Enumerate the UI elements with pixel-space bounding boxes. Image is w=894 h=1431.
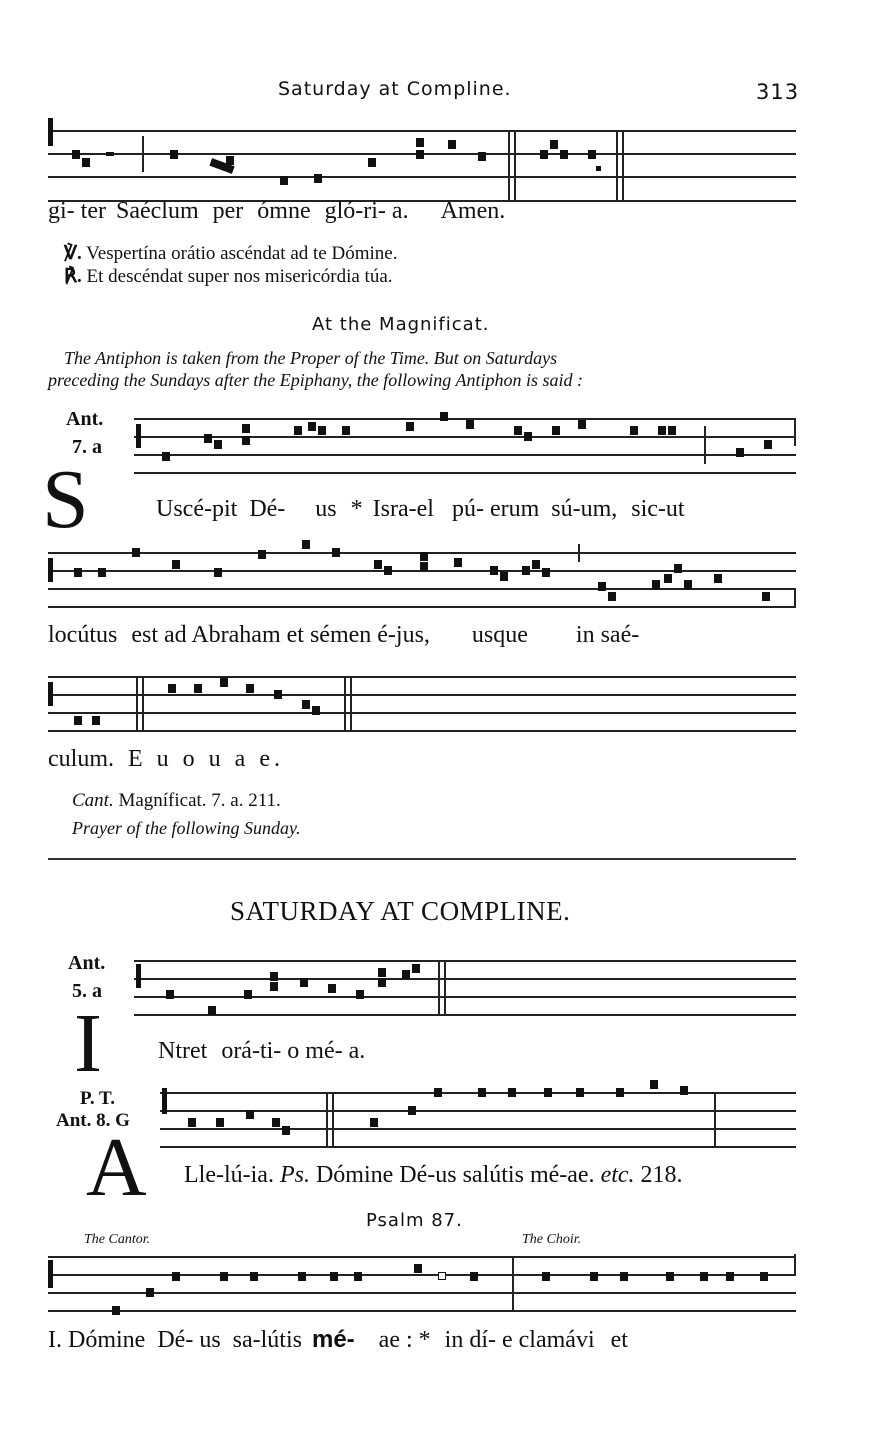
syllable: Lle-lú-ia.	[184, 1162, 274, 1188]
syllable: Dé-	[249, 496, 286, 522]
section-title: SATURDAY AT COMPLINE.	[230, 896, 571, 926]
paschal-time-label: P. T.	[80, 1088, 116, 1109]
syllable: Dé-	[157, 1327, 194, 1353]
response-symbol: ℟.	[64, 266, 82, 287]
staff-3	[0, 552, 894, 612]
syllable: Saéclum	[115, 198, 199, 224]
lyrics-intret	[158, 1038, 365, 1065]
syllable: et	[610, 1327, 628, 1353]
syllable: orá-ti-	[221, 1038, 282, 1064]
syllable: culum.	[48, 746, 114, 772]
syllable: sú-um,	[551, 496, 618, 522]
page-reference: 218.	[640, 1162, 683, 1188]
versicle	[64, 242, 397, 265]
syllable: erum	[489, 496, 540, 522]
verse-number: I.	[48, 1327, 62, 1353]
syllable: et	[286, 622, 304, 648]
psalm-title: Psalm 87.	[366, 1210, 463, 1231]
etc-label: etc.	[600, 1162, 635, 1188]
syllable: a.	[348, 1038, 366, 1064]
syllable: Dómine	[68, 1327, 146, 1353]
syllable: Uscé-pit	[156, 496, 238, 522]
psalm-incipit-end: mé-ae.	[529, 1162, 595, 1188]
page-number: 313	[756, 80, 800, 104]
syllable: Amen.	[440, 198, 506, 224]
versicle-text: Vespertína orátio ascéndat ad te Dómine.	[86, 243, 398, 264]
syllable: locútus	[48, 622, 118, 648]
magnificat-heading: At the Magnificat.	[312, 314, 490, 335]
syllable: *	[350, 496, 363, 522]
magnificat-instructions-2: preceding the Sundays after the Epiphany, the following Antiphon is said :	[48, 370, 583, 390]
syllable: ómne	[257, 198, 311, 224]
syllable: ter	[80, 198, 106, 224]
syllable: mé-	[305, 1038, 343, 1064]
cant-label: Cant.	[72, 790, 114, 811]
syllable: *	[418, 1327, 431, 1353]
syllable: pú-	[451, 496, 484, 522]
syllable: est ad	[131, 622, 187, 648]
section-divider	[48, 858, 796, 860]
prayer-reference: Prayer of the following Sunday.	[72, 818, 301, 838]
lyrics-line-1	[48, 198, 505, 225]
antiphon-mode-label: Ant. 8. G	[56, 1110, 130, 1131]
lyrics-alleluia	[184, 1162, 683, 1189]
syllable: a.	[391, 198, 409, 224]
syllable-accent: mé-	[311, 1326, 355, 1353]
syllable: Abraham	[191, 622, 281, 648]
staff-1	[0, 118, 894, 198]
psalm-label: Ps.	[279, 1162, 310, 1188]
psalm-incipit: Dómine Dé-us salútis	[315, 1162, 524, 1188]
syllable: gi-	[48, 198, 75, 224]
lyrics-psalm	[48, 1326, 628, 1354]
choir-label: The Choir.	[522, 1232, 582, 1247]
syllable: sémen	[309, 622, 372, 648]
magnificat-instructions-1: The Antiphon is taken from the Proper of the Time. But on Saturdays	[64, 348, 558, 368]
lyrics-line-suscepit-2	[48, 622, 639, 649]
lyrics-line-suscepit-3	[48, 746, 284, 773]
canticle-reference	[72, 790, 281, 812]
versicle-symbol: ℣.	[64, 243, 82, 264]
syllable: sa-lútis	[232, 1327, 302, 1353]
cant-text: Magníficat. 7. a. 211.	[118, 790, 281, 811]
response	[64, 265, 393, 288]
antiphon-label: Ant.	[68, 952, 106, 974]
mode-label: 7. a	[72, 436, 102, 458]
cantor-label: The Cantor.	[84, 1232, 151, 1247]
antiphon-label: Ant.	[66, 408, 104, 430]
response-text: Et descéndat super nos misericórdia túa.	[86, 266, 393, 287]
syllable: sic-ut	[631, 496, 685, 522]
syllable: gló-ri-	[324, 198, 386, 224]
syllable: saé-	[600, 622, 640, 648]
staff-5	[0, 960, 894, 1020]
syllable: e	[502, 1327, 513, 1353]
initial-letter-a: A	[86, 1121, 147, 1214]
staff-6	[0, 1092, 894, 1152]
mode-label: 5. a	[72, 980, 102, 1002]
syllable: in	[444, 1327, 464, 1353]
syllable: in	[575, 622, 595, 648]
syllable: o	[287, 1038, 300, 1064]
syllable: Ntret	[158, 1038, 208, 1064]
syllable: us	[315, 496, 337, 522]
syllable: usque	[471, 622, 528, 648]
lyrics-line-suscepit-1	[156, 496, 685, 523]
syllable: dí-	[469, 1327, 496, 1353]
staff-7	[0, 1256, 894, 1316]
staff-4	[0, 676, 894, 736]
initial-letter-i: I	[74, 997, 102, 1090]
euouae: E u o u a e.	[128, 746, 284, 772]
running-header-title: Saturday at Compline.	[278, 78, 512, 100]
syllable: us	[199, 1327, 221, 1353]
syllable: per	[212, 198, 244, 224]
syllable: clamávi	[518, 1327, 595, 1353]
initial-letter-s: S	[42, 453, 89, 546]
staff-2	[0, 418, 894, 478]
syllable: ae :	[378, 1327, 413, 1353]
syllable: Isra-el	[372, 496, 434, 522]
syllable: é-jus,	[377, 622, 430, 648]
